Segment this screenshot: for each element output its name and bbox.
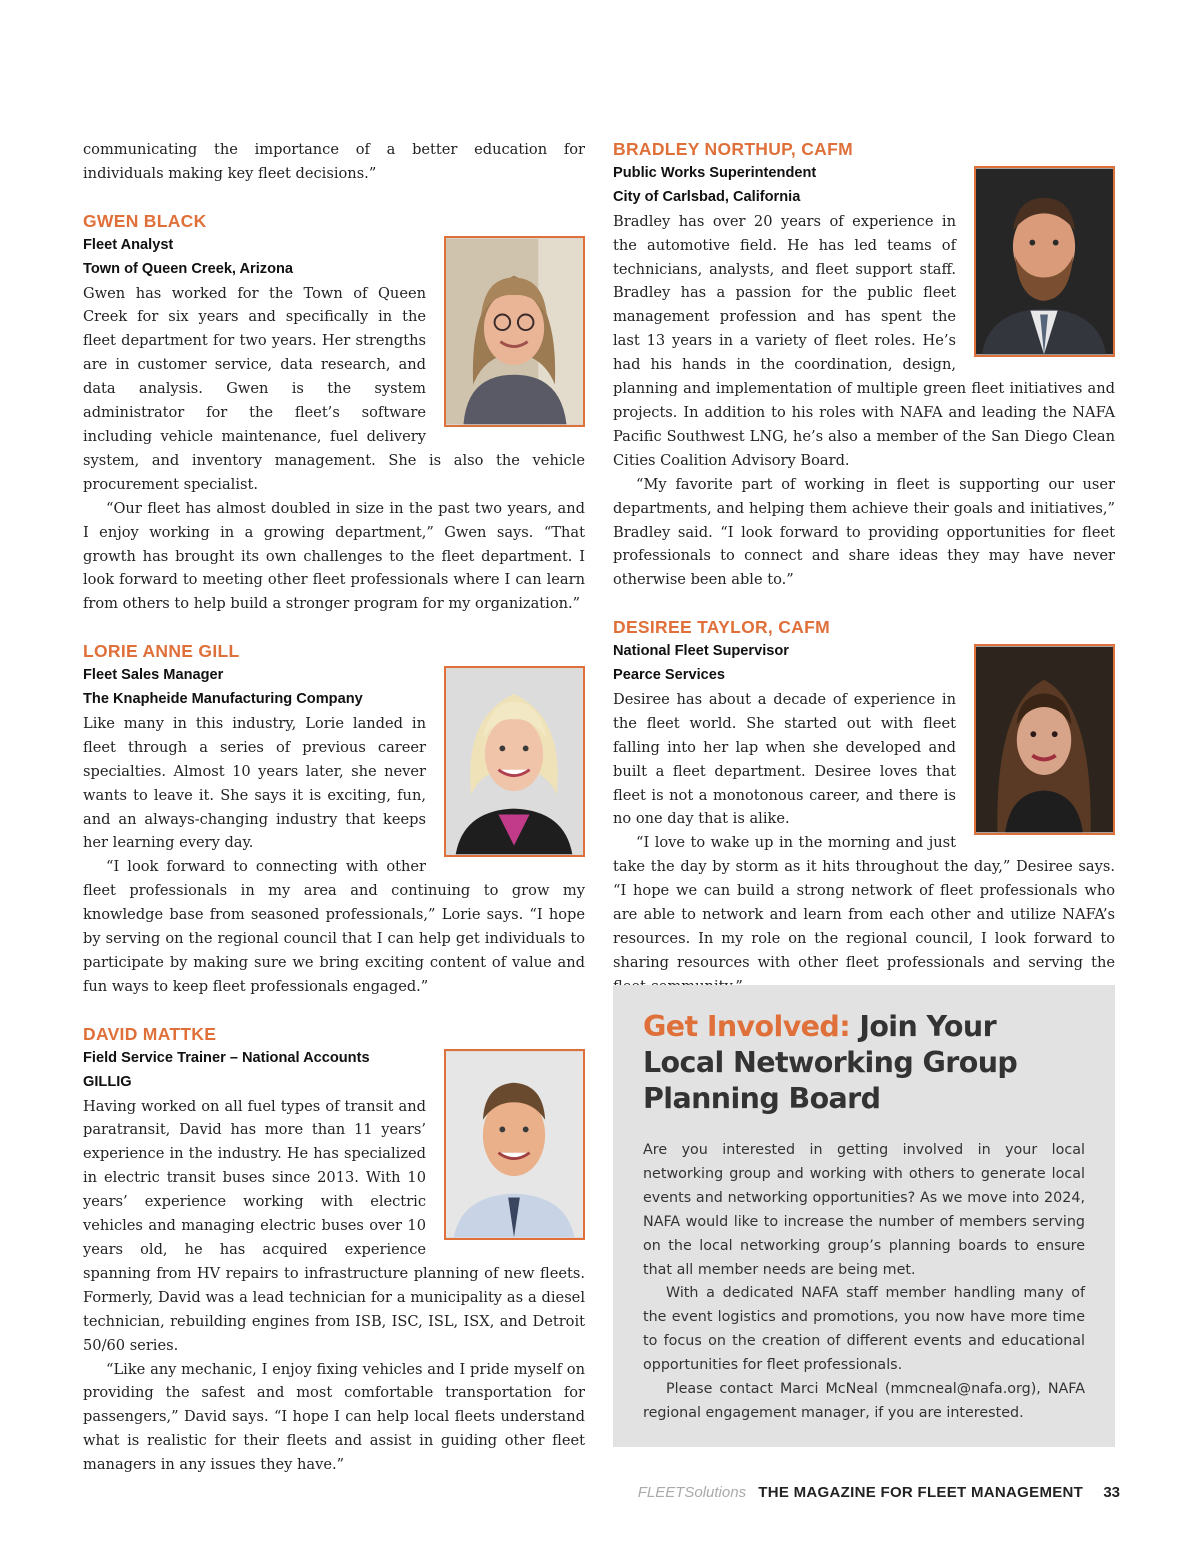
magazine-tagline: THE MAGAZINE FOR FLEET MANAGEMENT [758,1484,1084,1501]
profile-quote: “I love to wake up in the morning and just take the day by storm as it hits throughout the day,” Desiree says. “I hope we can build a strong network of fleet professionals who are able to network and learn from each other and utilize NAFA’s resources. In my role on the regional council, I look forward to sharing resources with other fleet professionals and serving the [613,834,1115,971]
profile-bradley-northup [613,138,1115,592]
profile-photo [444,666,585,857]
portrait-image [446,238,583,425]
profile-david-mattke [83,1023,585,1477]
profile-title: Public Works Superintendent [613,164,817,181]
profile-photo [444,1049,585,1240]
left-column [83,138,585,1477]
profile-quote: “My favorite part of working in fleet is supporting our user departments, and helping them achieve their goals and initiatives,” Bradley said. “I look forward to providing opportunities for fleet professionals to connect and share ideas they may have never otherwise been able to.” [613,475,1115,589]
portrait-image [446,668,583,855]
get-involved-callout [613,985,1115,1447]
profile-organization: GILLIG [83,1073,132,1090]
callout-paragraph: Are you interested in getting involved in your local networking group and working with others to generate local events and networking opportunities? As we move into 2024, NAFA would like to increase the number of members serving on the local networking group’s planning boards to ensure that all member needs are being met. [643,1142,1085,1278]
profile-title: Fleet Analyst [83,236,174,253]
portrait-image [976,168,1113,355]
callout-paragraph: With a dedicated NAFA staff member handling many of the event logistics and promotions, you now have more time to focus on the creation of different events and educational opportunities for fleet professionals. [643,1285,1085,1374]
profile-name: LORIE ANNE GILL [83,641,240,662]
profile-photo [444,236,585,427]
profile-quote: “I look forward to connecting with other fleet professionals in my area and continuing to grow my knowledge base from seasoned professionals,” Lorie says. “I hope by serving on the regional council that I can help get individuals to participate by making sure we bring exciting content of value and fun ways to keep fleet professionals engaged.” [83,858,585,995]
portrait-image [976,646,1113,833]
profile-desiree-taylor [613,616,1115,999]
magazine-brand: FLEETSolutions [637,1484,747,1501]
profile-organization: The Knapheide Manufacturing Company [83,691,363,708]
profile-name: DESIREE TAYLOR, CAFM [613,617,830,638]
profile-bio: Bradley has over 20 years of experience in the automotive field. He has led teams of technicians, analysts, and fleet support staff. Bradley has a passion for the public fleet management profession and has spent the last 13 years in a variety of fleet roles. He’s had his hands in the coordination, design, planning and implementation of multiple green fleet initiatives and projects. In addition to his roles with NAFA and leading the NAFA Pacific Southwest LNG, he’s also a member of the San Diego Clean Cities Coalition Advisory Board. [613,212,1115,469]
page-number: 33 [1103,1484,1120,1501]
profile-name: BRADLEY NORTHUP, CAFM [613,139,853,159]
profile-bio: Desiree has about a decade of experience in the fleet world. She started out with fleet falling into her lap when she developed and built a fleet department. Desiree loves that fleet is not a monotonous career, and there is no one day that is alike. [613,690,956,828]
right-column [613,138,1115,999]
profile-title: Field Service Trainer – National Accounts [83,1049,370,1066]
profile-bio: Gwen has worked for the Town of Queen Creek for six years and specifically in the fleet department for two years. Her strengths are in customer service, data research, and data analysis. Gwen is the system administrator for the fleet’s software including vehicle maintenance, fuel delivery system, and inventory management. She is also the vehicle procurement specialist. [83,284,585,493]
profile-title: National Fleet Supervisor [613,643,789,660]
profile-name: DAVID MATTKE [83,1023,217,1044]
page-footer [638,1484,1120,1501]
callout-heading-accent: Get Involved: [643,1010,850,1043]
profile-title: Fleet Sales Manager [83,667,224,684]
profile-photo [974,644,1115,835]
profile-name: GWEN BLACK [83,210,207,231]
profile-bio: Having worked on all fuel types of transit and paratransit, David has more than 11 years’ experience in the industry. He has specialized in electric transit buses since 2013. With 10 years’ experience working with electric vehicles and managing electric buses over 10 years old, he has acquired experience spanning from HV repairs to infrastructure planning of new fleets. Formerly, David was a lead technician for a municipality as a diesel technician, rebuilding engines from ISB, ISC, ISL, ISX, and Detroit 50/60 series. [83,1097,585,1354]
callout-paragraph: Please contact Marci McNeal (mmcneal@nafa.org), NAFA regional engagement manager, if you are interested. [643,1381,1085,1421]
profile-photo [974,166,1115,357]
profile-quote: “Like any mechanic, I enjoy fixing vehicles and I pride myself on providing the safest and most comfortable transportation for passengers,” David says. “I hope I can help local fleets understand what is realistic for their fleets and assist in guiding other fleet managers in any issues they have.” [83,1360,585,1474]
callout-heading [643,1009,1085,1117]
portrait-image [446,1051,583,1238]
intro-text: communicating the importance of a better education for individuals making key fleet decisions.” [83,141,585,182]
profile-lorie-anne-gill [83,640,585,999]
profile-bio: Like many in this industry, Lorie landed in fleet through a series of previous career specialties. Almost 10 years later, she never wants to leave it. She says it is exciting, fun, and an always-changing industry that keeps her learning every day. [83,714,426,852]
profile-organization: Pearce Services [613,667,725,684]
profile-quote: “Our fleet has almost doubled in size in the past two years, and I enjoy working in a growing department,” Gwen says. “That growth has brought its own challenges to the fleet department. I look forward to meeting other fleet professionals where I can learn from others to help build a stronger program for my organization.” [83,499,585,613]
profile-organization: Town of Queen Creek, Arizona [83,260,294,277]
profile-organization: City of Carlsbad, California [613,188,801,205]
profile-gwen-black [83,210,585,616]
callout-heading-rest: Join Your Local Networking Group Planning Board [643,1010,1018,1115]
